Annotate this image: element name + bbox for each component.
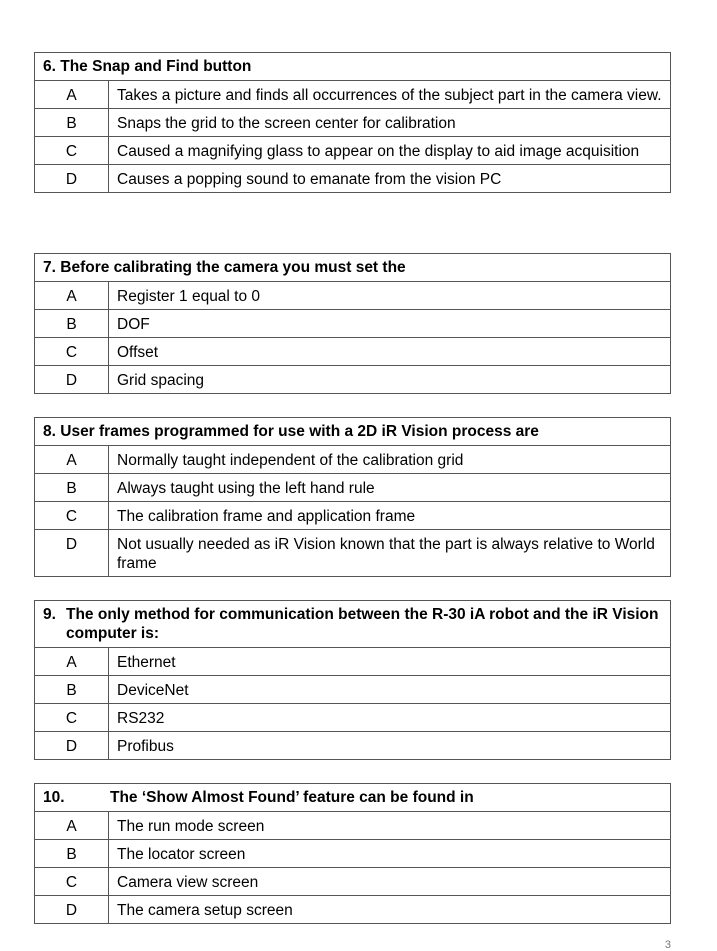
option-row [35, 81, 671, 109]
option-letter: A [35, 81, 109, 109]
option-text: DeviceNet [109, 676, 671, 704]
question-text: The Snap and Find button [60, 58, 252, 75]
option-letter: B [35, 840, 109, 868]
option-text: The locator screen [109, 840, 671, 868]
option-letter: B [35, 109, 109, 137]
option-row [35, 109, 671, 137]
option-letter: B [35, 474, 109, 502]
question-header [35, 601, 671, 648]
option-text: Always taught using the left hand rule [109, 474, 671, 502]
option-letter: A [35, 282, 109, 310]
page-number: 3 [664, 939, 671, 951]
option-letter: C [35, 868, 109, 896]
option-letter: C [35, 704, 109, 732]
option-letter: C [35, 338, 109, 366]
option-row [35, 502, 671, 530]
option-letter: C [35, 502, 109, 530]
question-header [35, 784, 671, 812]
option-row [35, 165, 671, 193]
option-text: Profibus [109, 732, 671, 760]
question-number: 9. [43, 606, 56, 623]
option-text: Snaps the grid to the screen center for calibration [109, 109, 671, 137]
option-letter: B [35, 310, 109, 338]
option-text: DOF [109, 310, 671, 338]
option-text: Grid spacing [109, 366, 671, 394]
question-10-table [34, 783, 671, 924]
question-8-table [34, 417, 671, 577]
question-text: User frames programmed for use with a 2D iR Vision process are [60, 423, 539, 440]
question-number: 7. [43, 259, 56, 276]
option-text: Causes a popping sound to emanate from the vision PC [109, 165, 671, 193]
question-header [35, 418, 671, 446]
option-letter: A [35, 648, 109, 676]
option-row [35, 648, 671, 676]
option-text: Register 1 equal to 0 [109, 282, 671, 310]
option-letter: A [35, 446, 109, 474]
option-letter: C [35, 137, 109, 165]
option-row [35, 704, 671, 732]
option-text: Not usually needed as iR Vision known that the part is always relative to World frame [109, 530, 671, 577]
option-row [35, 868, 671, 896]
option-letter: A [35, 812, 109, 840]
question-9-table [34, 600, 671, 760]
option-text: Caused a magnifying glass to appear on the display to aid image acquisition [109, 137, 671, 165]
option-row [35, 896, 671, 924]
option-row [35, 474, 671, 502]
question-number: 10. [43, 789, 65, 806]
option-text: The run mode screen [109, 812, 671, 840]
option-row [35, 366, 671, 394]
option-text: Normally taught independent of the calibration grid [109, 446, 671, 474]
question-6-table [34, 52, 671, 193]
question-text: The only method for communication between the R-30 iA robot and the iR Vision computer is: [66, 606, 659, 642]
option-letter: D [35, 896, 109, 924]
option-text: Camera view screen [109, 868, 671, 896]
option-row [35, 137, 671, 165]
option-row [35, 446, 671, 474]
question-text: The ‘Show Almost Found’ feature can be found in [110, 789, 474, 806]
question-number: 8. [43, 423, 56, 440]
option-row [35, 840, 671, 868]
option-letter: D [35, 366, 109, 394]
option-letter: D [35, 732, 109, 760]
option-row [35, 282, 671, 310]
option-text: Takes a picture and finds all occurrences of the subject part in the camera view. [109, 81, 671, 109]
option-row [35, 338, 671, 366]
option-row [35, 812, 671, 840]
option-text: Offset [109, 338, 671, 366]
option-letter: D [35, 165, 109, 193]
question-7-table [34, 253, 671, 394]
question-header [35, 53, 671, 81]
question-header [35, 254, 671, 282]
option-row [35, 732, 671, 760]
option-text: RS232 [109, 704, 671, 732]
option-row [35, 676, 671, 704]
option-text: Ethernet [109, 648, 671, 676]
option-text: The camera setup screen [109, 896, 671, 924]
option-letter: D [35, 530, 109, 577]
option-text: The calibration frame and application frame [109, 502, 671, 530]
option-row [35, 530, 671, 577]
question-number: 6. [43, 58, 56, 75]
option-letter: B [35, 676, 109, 704]
question-text: Before calibrating the camera you must set the [60, 259, 406, 276]
option-row [35, 310, 671, 338]
